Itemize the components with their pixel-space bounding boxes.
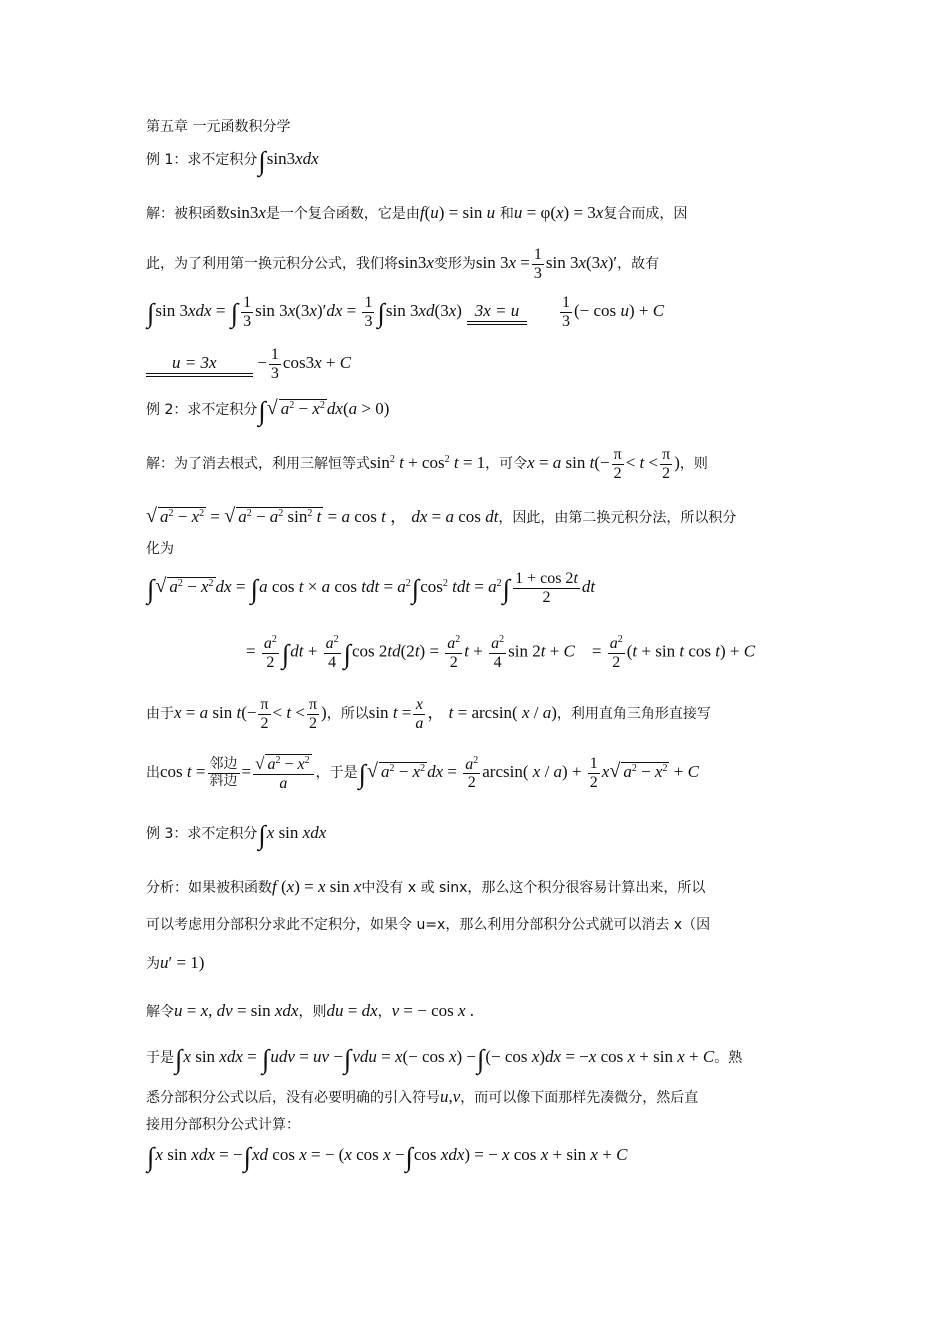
example-1-label: 例 1：求不定积分 — [146, 152, 258, 168]
example-3-solution-line-1: 解令u = x, dv = sin xdx，则du = dx，v = − cos x . — [146, 1001, 475, 1020]
example-1-heading: 例 1：求不定积分∫sin3xdx — [146, 146, 319, 176]
example-1-equation-2: u = 3x − $\frac{1}{3}$ cos3x + C — [146, 346, 351, 382]
substitution-arrow-2: u = 3x — [146, 354, 253, 377]
example-2-solution-line-2: √ $a^2 - x^2$ = √ $a^2 - a^2$ $\sin^2 t = a$ cos t ， dx = a cos dt，因此，由第二换元积分法，所以积分 — [146, 505, 737, 527]
example-3-equation-final: ∫x sin xdx = −∫xd cos x = − (x cos x −∫cos xdx) = − x cos x + sin x + C — [147, 1142, 628, 1172]
example-2-solution-line-3: 化为 — [146, 541, 174, 557]
example-1-solution-line-2: 此，为了利用第一换元积分公式，我们将sin3x变形为sin 3x = $\frac{1}{3}$ sin 3x(3x)′，故有 — [146, 246, 660, 282]
example-1-solution-line-1: 解：被积函数sin3x是一个复合函数，它是由f(u) = sin u 和u = φ(x) = 3x复合而成，因 — [146, 203, 688, 222]
example-3-heading: 例 3：求不定积分∫x sin xdx — [146, 820, 327, 850]
chapter-title: 第五章 一元函数积分学 — [146, 119, 291, 135]
example-3-analysis-line-2: 可以考虑用分部积分求此不定积分，如果令 u=x，那么利用分部积分公式就可以消去 x（因 — [146, 917, 711, 933]
example-3-label: 例 3：求不定积分 — [146, 826, 258, 842]
example-2-note-line-2: 出cos t = $\frac{\text{邻边}}{\text{斜边}}$ = $\frac{√ a^2 - x^2}{a}$ ，于是∫√ $a^2 - x^2$ dx = $\frac{a^2}{2}$ arcsin( x / a) + $\frac{1}{2}$ x√ $a^2 - x^2 + C$ — [146, 754, 699, 792]
example-1-equation-1: ∫sin 3xdx = ∫ $\frac{1}{3}$ sin 3x(3x)′dx = $\frac{1}{3}$ ∫sin 3xd(3x) 3x = u $\frac{1}{3}$ (− cos u) + C — [147, 294, 665, 330]
example-2-heading: 例 2：求不定积分∫√ $a^2 - x^2$ dx(a > 0) — [146, 396, 390, 426]
example-3-remark-line-1: 悉分部积分公式以后，没有必要明确的引入符号u,v，而可以像下面那样先凑微分，然后直 — [146, 1087, 699, 1106]
substitution-arrow-1: 3x = u — [467, 302, 528, 325]
example-3-remark-line-2: 接用分部积分公式计算： — [146, 1117, 300, 1133]
example-2-equation-1: ∫√ $a^2 - x^2$ dx = ∫a cos t × a cos tdt = $a^2\int\cos^2$ tdt = $a^2\int$ $\frac{1 + \cos 2t}{2}$ dt — [147, 570, 596, 606]
example-3-solution-line-2: 于是∫x sin xdx = ∫udv = uv −∫vdu = x(− cos x) −∫(− cos x)dx = −x cos x + sin x + C。熟 — [146, 1044, 743, 1074]
example-3-analysis-line-1: 分析：如果被积函数f (x) = x sin x中没有 x 或 sinx，那么这个积分很容易计算出来，所以 — [146, 877, 706, 896]
example-2-note-line-1: 由于x = a sin t(− $\frac{\pi}{2}$ < t < $\frac{\pi}{2}$ )，所以sin t = $\frac{x}{a}$ ， t = arcsin( x / a)，利用直角三角形直接写 — [146, 696, 711, 732]
example-3-analysis-line-3: 为u′ = 1) — [146, 953, 205, 972]
example-2-label: 例 2：求不定积分 — [146, 402, 258, 418]
example-2-solution-line-1: 解：为了消去根式，利用三解恒等式$\sin^2 t + \cos^2 t = 1$，可令x = a sin t(− $\frac{\pi}{2}$ < t < $\frac{\pi}{2}$ )，则 — [146, 446, 708, 482]
example-2-equation-2: = $\frac{a^2}{2}$ ∫dt + $\frac{a^2}{4}$ ∫cos 2td(2t) = $\frac{a^2}{2}$ t + $\frac{a^2}{4}$ sin 2t + C = $\frac{a^2}{2}$ (t + sin t cos t) + C — [246, 634, 756, 671]
